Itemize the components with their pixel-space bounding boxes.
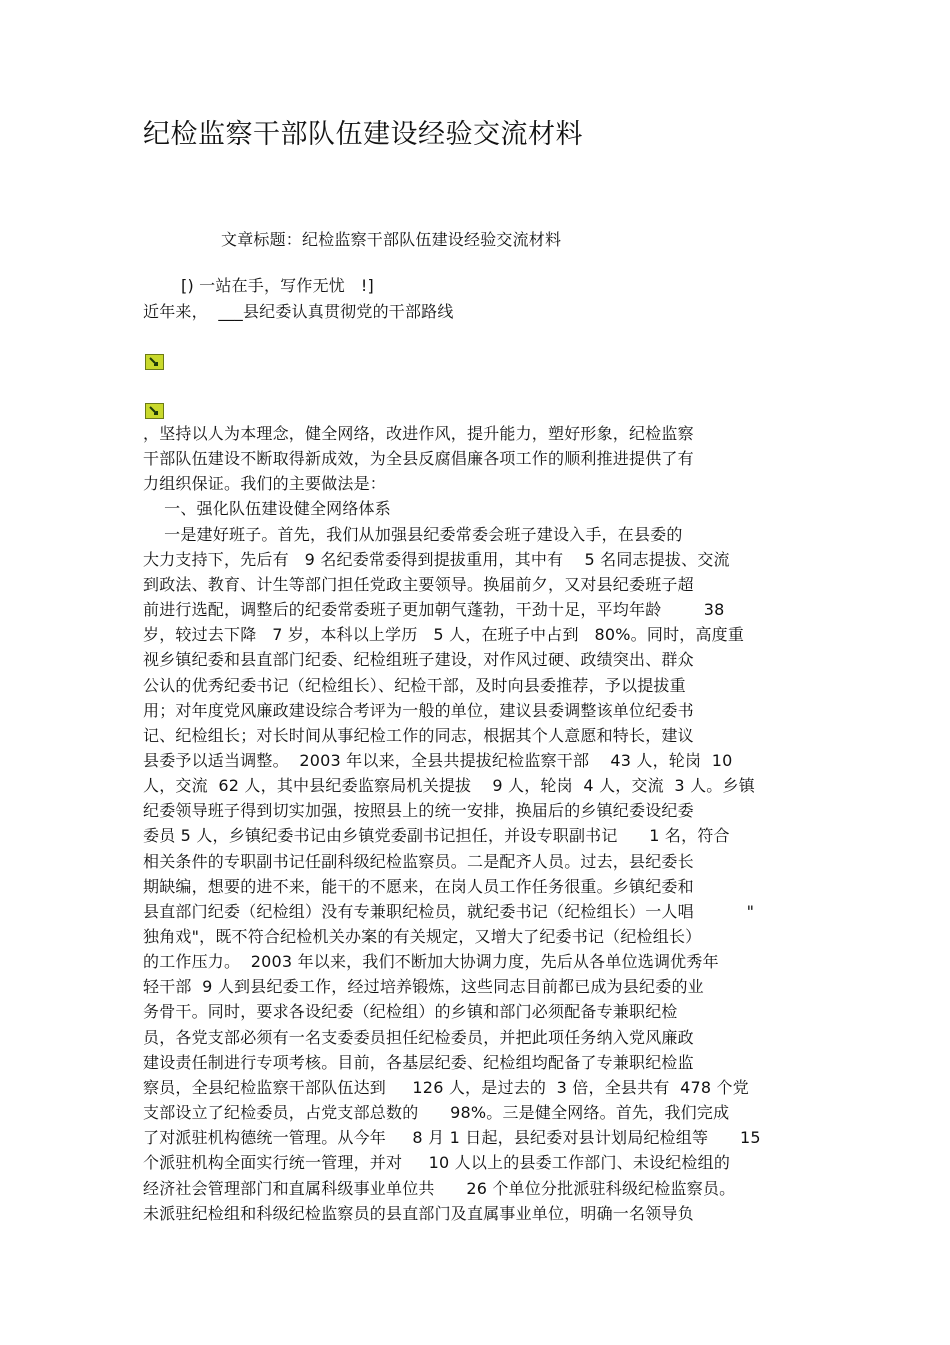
body-line: 察员，全县纪检监察干部队伍达到 126 人，是过去的 3 倍，全县共有 478 个党 (143, 1078, 749, 1097)
body-line: 岁，较过去下降 7 岁，本科以上学历 5 人，在班子中占到 80%。同时，高度重 (143, 625, 745, 644)
body-line: 公认的优秀纪委书记（纪检组长）、纪检干部，及时向县委推荐，予以提拔重 (143, 676, 686, 695)
body-line: 独角戏"，既不符合纪检机关办案的有关规定，又增大了纪委书记（纪检组长） (143, 927, 702, 946)
body-line: 员，各党支部必须有一名支委委员担任纪检委员，并把此项任务纳入党风廉政 (143, 1028, 694, 1047)
body-line: 期缺编，想要的进不来，能干的不愿来，在岗人员工作任务很重。乡镇纪委和 (143, 877, 694, 896)
body-line: 了对派驻机构德统一管理。从今年 8 月 1 日起，县纪委对县计划局纪检组等 15 (143, 1128, 761, 1147)
article-subtitle: 文章标题：纪检监察干部队伍建设经验交流材料 (221, 230, 562, 249)
body-line: 经济社会管理部门和直属科级事业单位共 26 个单位分批派驻科级纪检监察员。 (143, 1179, 736, 1198)
body-line: 干部队伍建设不断取得新成效，为全县反腐倡廉各项工作的顺利推进提供了有 (143, 449, 694, 468)
body-line: 力组织保证。我们的主要做法是： (143, 474, 387, 493)
body-line: 个派驻机构全面实行统一管理，并对 10 人以上的县委工作部门、未设纪检组的 (143, 1153, 731, 1172)
body-line: 用；对年度党风廉政建设综合考评为一般的单位，建议县委调整该单位纪委书 (143, 701, 694, 720)
intro-line: 近年来， ___县纪委认真贯彻党的干部路线 (143, 302, 454, 321)
slogan-text: [) 一站在手，写作无忧 !] (181, 276, 374, 295)
body-line: 一、强化队伍建设健全网络体系 (143, 499, 391, 518)
body-line: 建设责任制进行专项考核。目前，各基层纪委、纪检组均配备了专兼职纪检监 (143, 1053, 694, 1072)
body-line: 人，交流 62 人，其中县纪委监察局机关提拔 9 人，轮岗 4 人，交流 3 人。乡镇 (143, 776, 755, 795)
body-line: 务骨干。同时，要求各设纪委（纪检组）的乡镇和部门必须配备专兼职纪检 (143, 1002, 678, 1021)
body-line: 相关条件的专职副书记任副科级纪检监察员。二是配齐人员。过去，县纪委长 (143, 852, 694, 871)
body-line: 记、纪检组长；对长时间从事纪检工作的同志，根据其个人意愿和特长，建议 (143, 726, 694, 745)
body-line: 县直部门纪委（纪检组）没有专兼职纪检员，就纪委书记（纪检组长）一人唱 " (143, 902, 755, 921)
body-line: 视乡镇纪委和县直部门纪委、纪检组班子建设，对作风过硬、政绩突出、群众 (143, 650, 694, 669)
body-line: 一是建好班子。首先，我们从加强县纪委常委会班子建设入手，在县委的 (143, 525, 683, 544)
body-line: 纪委领导班子得到切实加强，按照县上的统一安排，换届后的乡镇纪委设纪委 (143, 801, 694, 820)
body-line: 到政法、教育、计生等部门担任党政主要领导。换届前夕，又对县纪委班子超 (143, 575, 694, 594)
body-line: 轻干部 9 人到县纪委工作，经过培养锻炼，这些同志目前都已成为县纪委的业 (143, 977, 704, 996)
body-line: 的工作压力。 2003 年以来，我们不断加大协调力度，先后从各单位选调优秀年 (143, 952, 719, 971)
document-title: 纪检监察干部队伍建设经验交流材料 (143, 119, 583, 150)
body-line: 未派驻纪检组和科级纪检监察员的县直部门及直属事业单位，明确一名领导负 (143, 1204, 694, 1223)
body-line: 委员 5 人，乡镇纪委书记由乡镇党委副书记担任，并设专职副书记 1 名，符合 (143, 826, 730, 845)
body-line: 支部设立了纪检委员，占党支部总数的 98%。三是健全网络。首先，我们完成 (143, 1103, 730, 1122)
body-line: 前进行选配，调整后的纪委常委班子更加朝气蓬勃，干劲十足，平均年龄 38 (143, 600, 725, 619)
arrow-icon (145, 403, 164, 419)
body-line: ，坚持以人为本理念，健全网络，改进作风，提升能力，塑好形象，纪检监察 (143, 424, 694, 443)
body-line: 县委予以适当调整。 2003 年以来，全县共提拔纪检监察干部 43 人，轮岗 10 (143, 751, 733, 770)
arrow-icon (145, 354, 164, 370)
body-line: 大力支持下，先后有 9 名纪委常委得到提拔重用，其中有 5 名同志提拔、交流 (143, 550, 730, 569)
